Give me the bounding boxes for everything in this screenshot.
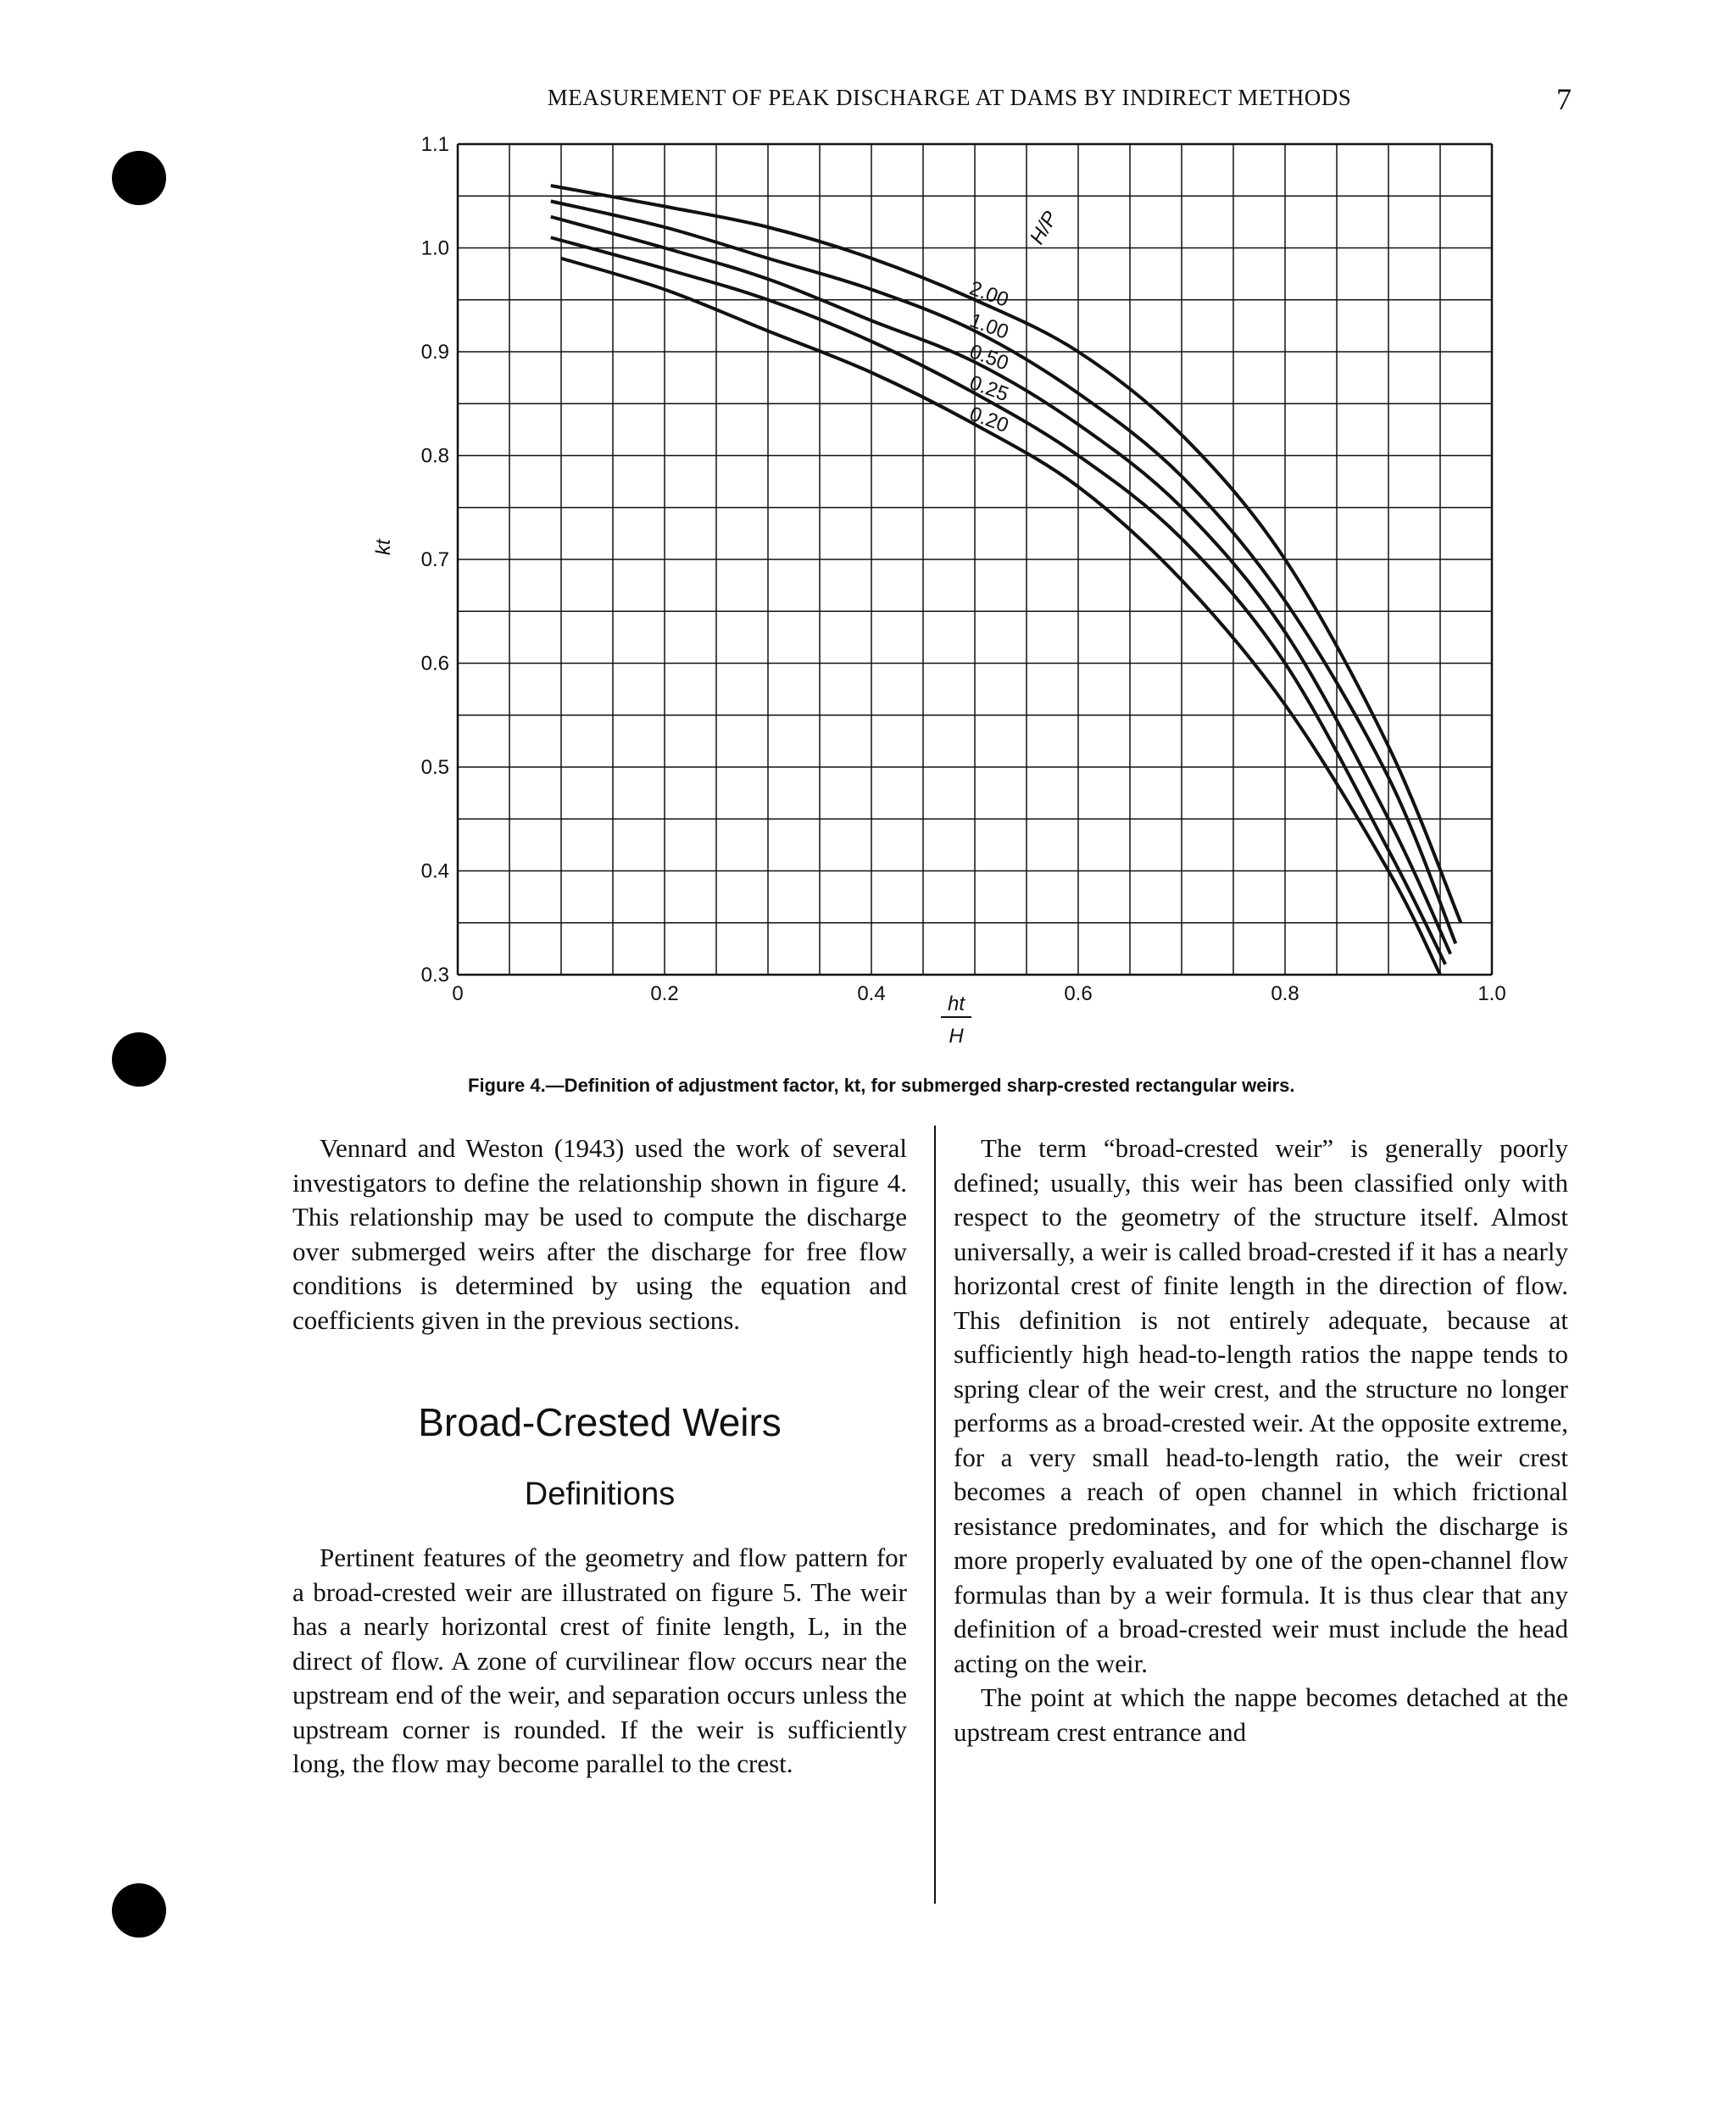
curve-label: 1.00 bbox=[966, 309, 1012, 344]
binder-hole-bottom bbox=[112, 1883, 166, 1938]
y-tick-label: 0.8 bbox=[420, 444, 449, 468]
figure-4-chart bbox=[356, 119, 1509, 1059]
x-tick-label: 0.8 bbox=[1271, 982, 1299, 1005]
right-column bbox=[954, 1132, 1568, 1749]
curve-label: 0.25 bbox=[966, 370, 1012, 407]
curve-family-label: H/P bbox=[1025, 207, 1063, 248]
page-number: 7 bbox=[1556, 82, 1572, 116]
chart-grid bbox=[458, 144, 1492, 975]
y-tick-label: 0.7 bbox=[420, 548, 449, 571]
y-tick-label: 0.5 bbox=[420, 756, 449, 779]
y-tick-label: 1.0 bbox=[420, 236, 449, 260]
left-paragraph-2: Pertinent features of the geometry and flow pattern for a broad-crested weir are illustrated on figure 5. The weir has a nearly horizontal crest of finite length, L, in the direct of flow. A zone of curvilinear flow occurs near the upstream end of the weir, and separation occurs unless the upstream corner is rounded. If the weir is sufficiently long, the flow may become parallel to the crest. bbox=[292, 1543, 907, 1778]
right-paragraph-2: The point at which the nappe becomes detached at the upstream crest entrance and bbox=[954, 1682, 1568, 1747]
binder-hole-top bbox=[112, 151, 166, 205]
y-tick-label: 0.9 bbox=[420, 341, 449, 364]
right-paragraph-1: The term “broad-crested weir” is generally poorly defined; usually, this weir has been classified only with respect to the geometry of the structure itself. Almost universally, a weir is called broad-crested if it has a nearly horizontal crest of finite length in the direction of flow. This definition is not entirely adequate, because at sufficiently high head-to-length ratios the nappe tends to spring clear of the weir crest, and the structure no longer performs as a broad-crested weir. At the opposite extreme, for a very small head-to-length ratio, the weir crest becomes a reach of open channel in which frictional resistance predominates, and for which the discharge is more properly evaluated by one of the open-channel flow formulas than by a weir formula. It is thus clear that any definition of a broad-crested weir must include the head acting on the weir. bbox=[954, 1133, 1568, 1678]
x-tick-label: 0 bbox=[452, 982, 464, 1005]
x-tick-label: 1.0 bbox=[1477, 982, 1506, 1005]
y-tick-label: 0.3 bbox=[420, 964, 449, 987]
curve-label: 0.50 bbox=[966, 340, 1012, 375]
y-tick-label: 1.1 bbox=[420, 133, 449, 156]
x-tick-label: 0.4 bbox=[857, 982, 886, 1005]
x-tick-label: 0.2 bbox=[650, 982, 679, 1005]
left-column bbox=[292, 1132, 907, 1782]
x-axis-label-numerator: ht bbox=[947, 993, 965, 1015]
x-tick-label: 0.6 bbox=[1064, 982, 1093, 1005]
y-tick-label: 0.4 bbox=[420, 859, 449, 883]
left-paragraph-1: Vennard and Weston (1943) used the work of several investigators to define the relationship shown in figure 4. This relationship may be used to compute the discharge over submerged weirs after the discharge for free flow conditions is determined by using the equation and coefficients given in the previous sections. bbox=[292, 1133, 907, 1335]
y-axis-label: kt bbox=[372, 539, 395, 555]
running-head: MEASUREMENT OF PEAK DISCHARGE AT DAMS BY INDIRECT METHODS bbox=[547, 85, 1352, 110]
subsection-heading: Definitions bbox=[524, 1476, 676, 1512]
figure-caption: Figure 4.—Definition of adjustment factor, kt, for submerged sharp-crested rectangular weirs. bbox=[468, 1075, 1295, 1096]
curve-label: 0.20 bbox=[966, 402, 1012, 438]
y-tick-label: 0.6 bbox=[420, 652, 449, 676]
curve-label: 2.00 bbox=[966, 276, 1012, 312]
binder-hole-middle bbox=[112, 1032, 166, 1087]
column-divider bbox=[934, 1126, 936, 1904]
x-axis-label-denominator: H bbox=[949, 1025, 964, 1048]
section-heading: Broad-Crested Weirs bbox=[418, 1400, 782, 1444]
